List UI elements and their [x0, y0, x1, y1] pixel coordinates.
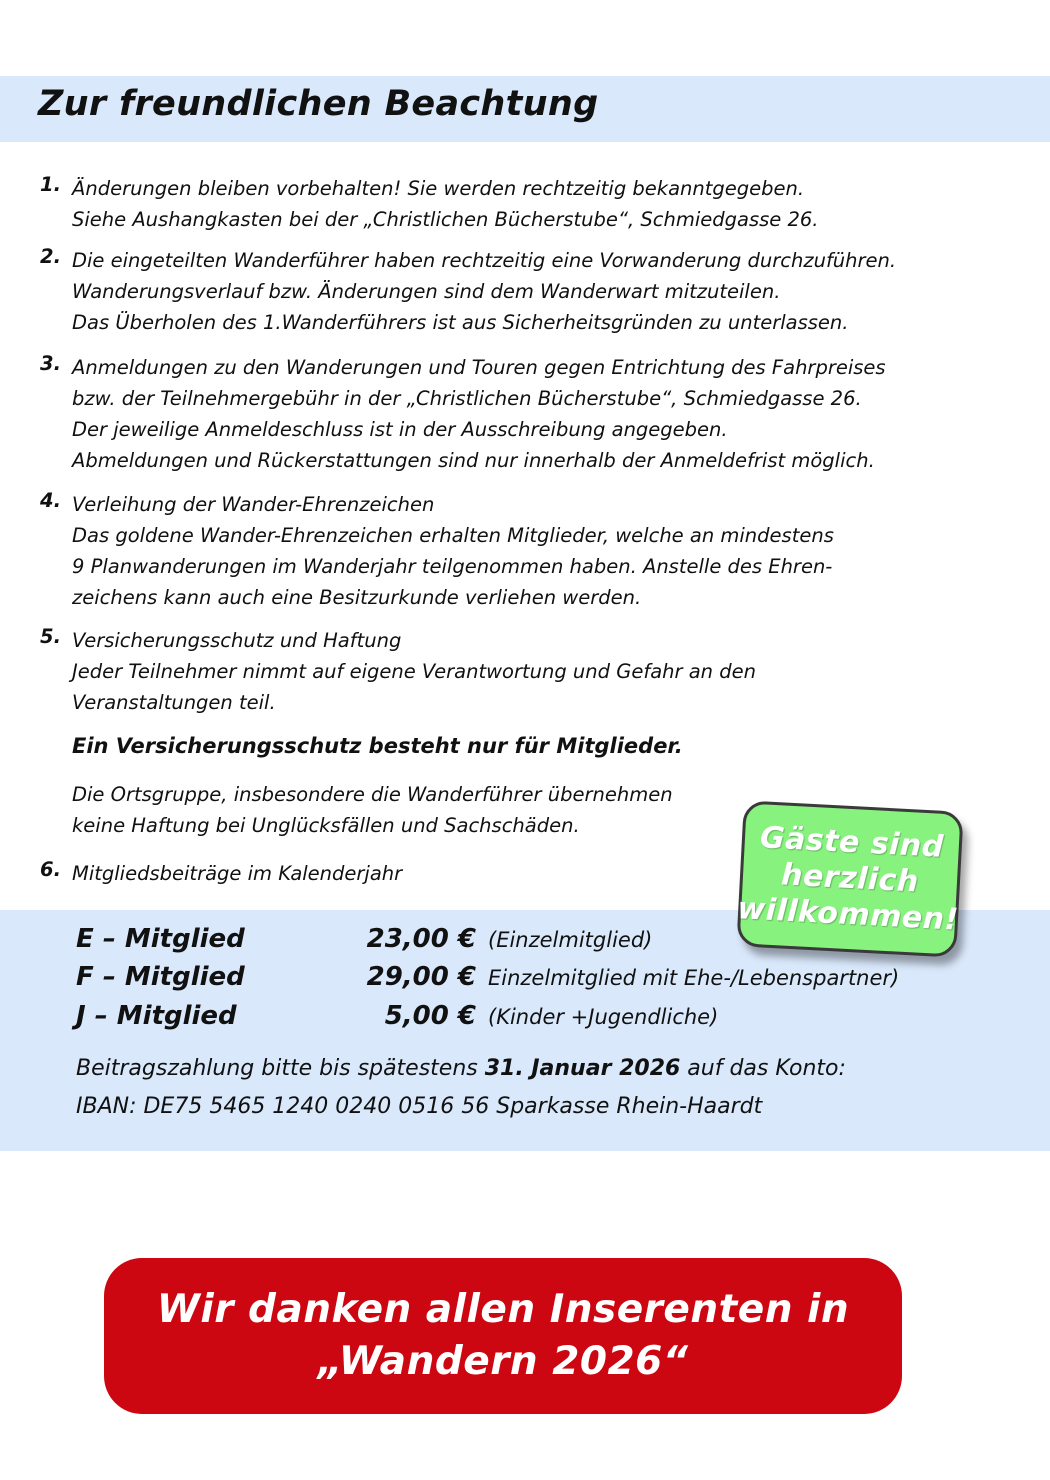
fee-type: E – Mitglied [76, 924, 245, 954]
payment-deadline-line [76, 1056, 846, 1081]
notice-item-5 [40, 625, 756, 718]
fee-amount: 5,00 € [384, 1001, 476, 1031]
item-number: 1. [40, 173, 61, 196]
notice-item-1 [40, 173, 819, 235]
item-line: Die eingeteilten Wanderführer haben rechtzeitig eine Vorwanderung durchzuführen. [72, 249, 897, 272]
guests-welcome-sticker [736, 800, 963, 957]
item-line: Mitgliedsbeiträge im Kalenderjahr [72, 862, 403, 885]
sticker-line: herzlich [780, 857, 920, 900]
thanks-line: Wir danken allen Inserenten in [156, 1287, 850, 1332]
item-line: bzw. der Teilnehmergebühr in der „Christlichen Bücherstube“, Schmiedgasse 26. [72, 387, 862, 410]
fee-amount: 29,00 € [366, 962, 476, 992]
fee-type: F – Mitglied [76, 962, 245, 992]
liability-line: keine Haftung bei Unglücksfällen und Sachschäden. [72, 814, 580, 837]
item-line: Abmeldungen und Rückerstattungen sind nur innerhalb der Anmeldefrist möglich. [72, 449, 875, 472]
item-number: 5. [40, 625, 61, 648]
advertisers-thanks-box [104, 1258, 902, 1414]
item-line: Veranstaltungen teil. [72, 691, 276, 714]
item-line: Versicherungsschutz und Haftung [72, 629, 402, 652]
item-line: Jeder Teilnehmer nimmt auf eigene Verantwortung und Gefahr an den [72, 660, 756, 683]
sticker-line: willkommen! [736, 891, 960, 938]
item-line: Siehe Aushangkasten bei der „Christlichen Bücherstube“, Schmiedgasse 26. [72, 208, 819, 231]
notice-item-6 [40, 858, 402, 889]
payment-deadline: 31. Januar 2026 [484, 1056, 681, 1081]
payment-suffix: auf das Konto: [680, 1056, 846, 1081]
insurance-notice: Ein Versicherungsschutz besteht nur für Mitglieder. [72, 734, 683, 758]
item-number: 6. [40, 858, 61, 881]
item-number: 4. [40, 489, 61, 512]
item-line: Verleihung der Wander-Ehrenzeichen [72, 493, 435, 516]
notice-item-3 [40, 352, 886, 476]
page-title: Zur freundlichen Beachtung [38, 84, 599, 124]
fee-type: J – Mitglied [76, 1001, 237, 1031]
item-number: 2. [40, 245, 61, 268]
item-line: Der jeweilige Anmeldeschluss ist in der Ausschreibung angegeben. [72, 418, 728, 441]
item-line: Wanderungsverlauf bzw. Änderungen sind dem Wanderwart mitzuteilen. [72, 280, 781, 303]
fee-note: (Einzelmitglied) [488, 928, 653, 952]
item-line: Änderungen bleiben vorbehalten! Sie werden rechtzeitig bekanntgegeben. [72, 177, 805, 200]
item-number: 3. [40, 352, 61, 375]
payment-prefix: Beitragszahlung bitte bis spätestens [76, 1056, 485, 1081]
liability-text [40, 779, 673, 841]
liability-line: Die Ortsgruppe, insbesondere die Wanderführer übernehmen [72, 783, 673, 806]
item-line: Das goldene Wander-Ehrenzeichen erhalten Mitglieder, welche an mindestens [72, 524, 834, 547]
item-line: zeichens kann auch eine Besitzurkunde verliehen werden. [72, 586, 642, 609]
item-line: Das Überholen des 1.Wanderführers ist aus Sicherheitsgründen zu unterlassen. [72, 311, 849, 334]
item-line: 9 Planwanderungen im Wanderjahr teilgenommen haben. Anstelle des Ehren- [72, 555, 833, 578]
fee-note: (Kinder +Jugendliche) [488, 1005, 719, 1029]
notice-item-2 [40, 245, 896, 338]
sticker-line: Gäste sind [759, 820, 945, 865]
fee-note: Einzelmitglied mit Ehe-/Lebenspartner) [488, 966, 900, 990]
iban-line: IBAN: DE75 5465 1240 0240 0516 56 Sparkasse Rhein-Haardt [76, 1094, 763, 1119]
fee-amount: 23,00 € [366, 924, 476, 954]
notice-item-4 [40, 489, 834, 613]
thanks-line: „Wandern 2026“ [317, 1339, 689, 1384]
item-line: Anmeldungen zu den Wanderungen und Touren gegen Entrichtung des Fahrpreises [72, 356, 886, 379]
